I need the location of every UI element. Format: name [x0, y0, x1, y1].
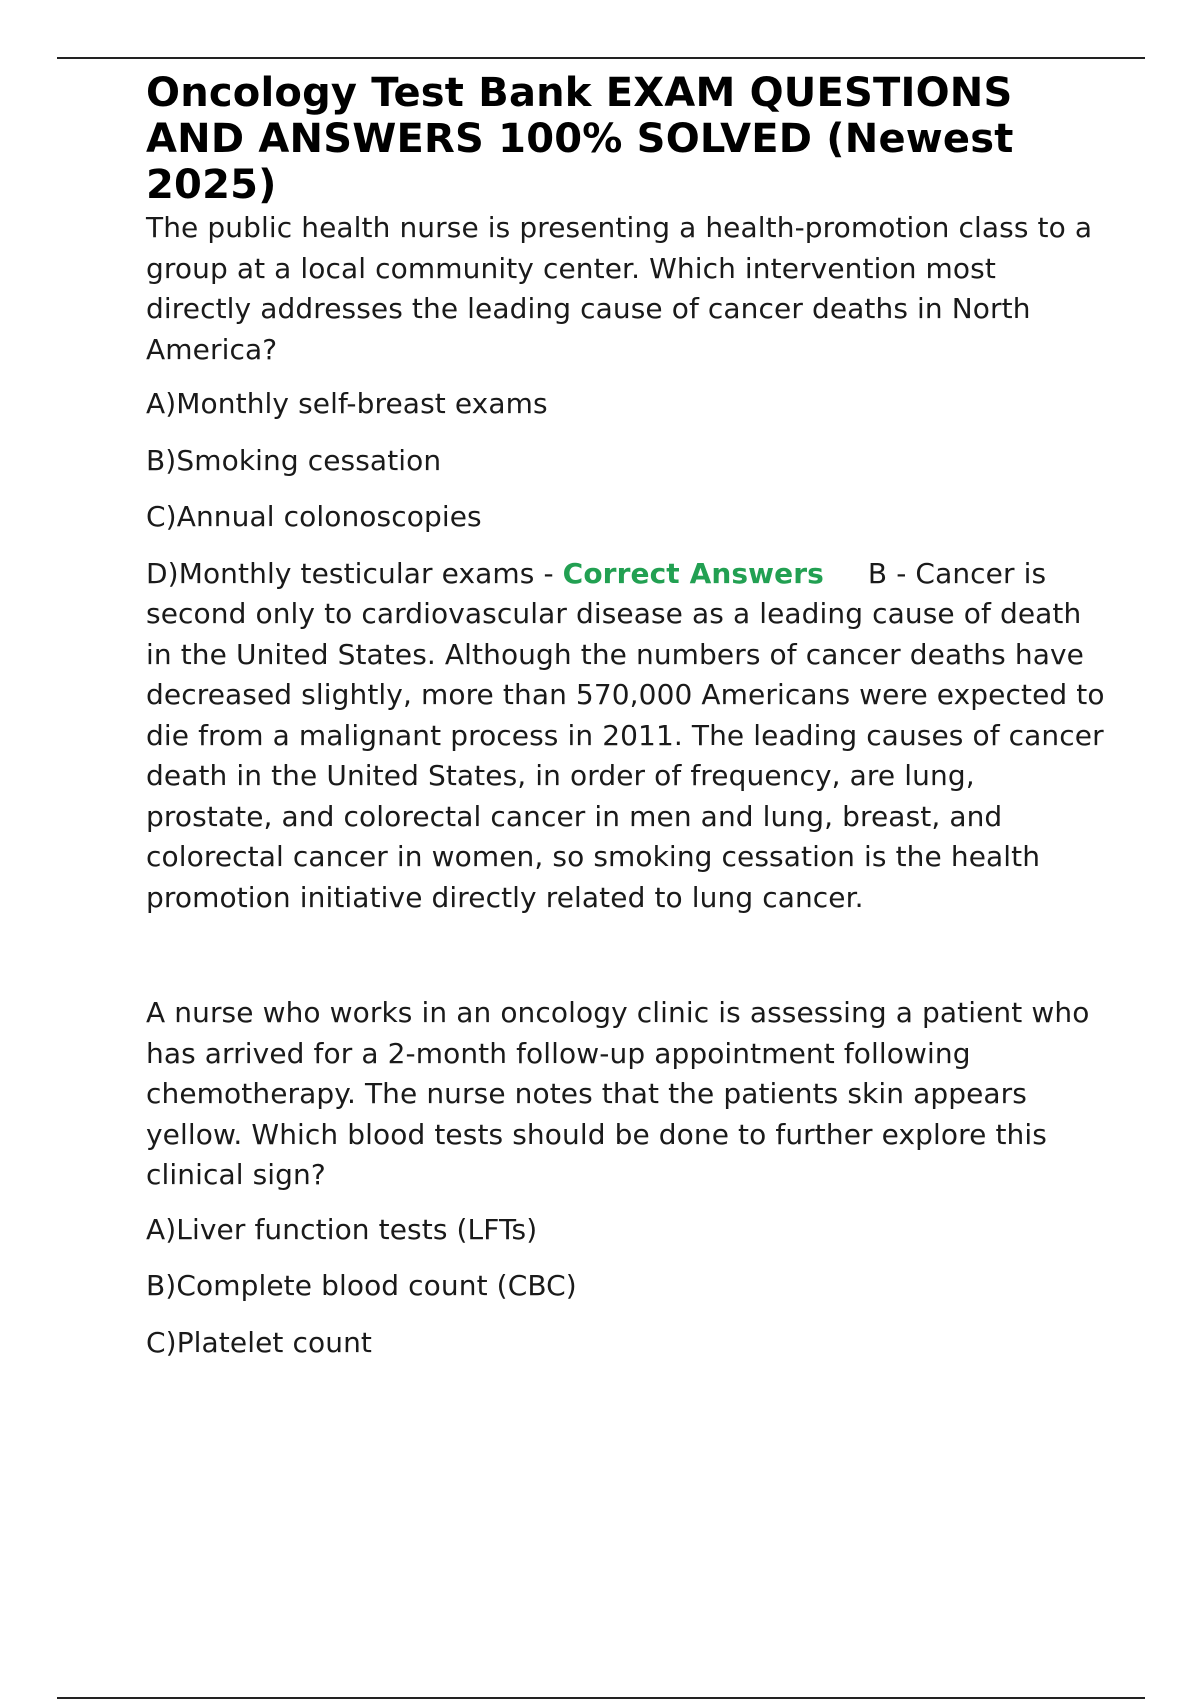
option-b — [146, 1266, 1106, 1307]
question-1 — [146, 208, 1106, 918]
option-letter: A) — [146, 387, 177, 420]
document-title: Oncology Test Bank EXAM QUESTIONS AND ANSWERS 100% SOLVED (Newest 2025) — [146, 70, 1014, 208]
option-letter: A) — [146, 1212, 177, 1246]
option-text: Annual colonoscopies — [176, 500, 482, 533]
option-text: Monthly self-breast exams — [176, 387, 548, 420]
question-2 — [146, 993, 1106, 1363]
question-stem: A nurse who works in an oncology clinic is assessing a patient who has arrived for a 2-month follow-up appointment following chemotherapy. The nurse notes that the patients skin appears yellow. Which blood tests should be done to further explore this clinical sign? — [146, 996, 1090, 1191]
option-a — [146, 384, 1106, 425]
option-letter: C) — [146, 1325, 177, 1359]
bottom-divider — [57, 1697, 1145, 1699]
option-b — [146, 441, 1106, 482]
option-letter: C) — [146, 500, 177, 533]
option-text: Liver function tests (LFTs) — [176, 1212, 538, 1246]
option-letter: B) — [146, 443, 177, 477]
option-text: Complete blood count (CBC) — [176, 1269, 577, 1302]
option-c — [146, 1323, 1106, 1364]
option-text: Smoking cessation — [176, 443, 442, 477]
option-letter: D) — [146, 556, 179, 590]
option-a — [146, 1210, 1106, 1251]
answer-explanation: B - Cancer is second only to cardiovascular disease as a leading cause of death in the United States. Although the numbers of cancer deaths have decreased slightly, more than 570,000 Americans were expected to die from a malignant process in 2011. The leading causes of cancer death in the United States, in order of frequency, are lung, prostate, and colorectal cancer in men and lung, breast, and colorectal cancer in women, so smoking cessation is the health promotion initiative directly related to lung cancer. — [146, 556, 1105, 914]
option-c — [146, 497, 1106, 538]
option-text: Monthly testicular exams - — [178, 556, 563, 590]
correct-answer-label: Correct Answers — [562, 556, 824, 590]
option-letter: B) — [146, 1269, 177, 1302]
top-divider — [57, 57, 1145, 59]
option-d-with-answer — [146, 554, 1106, 919]
document-body — [146, 70, 1106, 1363]
option-text: Platelet count — [176, 1325, 372, 1359]
question-stem: The public health nurse is presenting a health-promotion class to a group at a local community center. Which intervention most directly addresses the leading cause of cancer deaths in North America? — [146, 211, 1093, 366]
